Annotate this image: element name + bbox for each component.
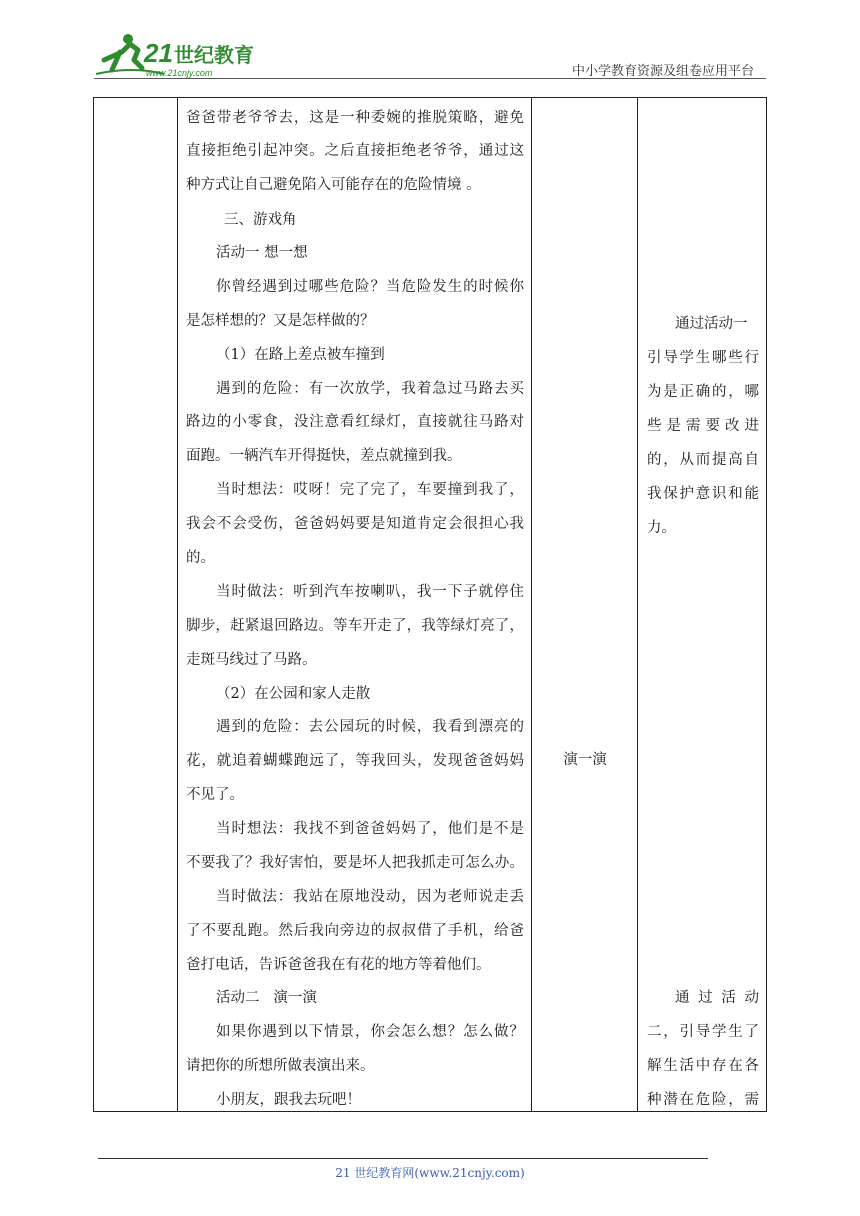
text-line: 当时做法：我站在原地没动，因为老师说走丢 — [216, 889, 524, 905]
text-line: 了不要乱跑。然后我向旁边的叔叔借了手机，给爸 — [186, 923, 524, 939]
column-divider — [531, 98, 532, 1111]
text-line: 如果你遇到以下情景，你会怎么想？怎么做？ — [216, 1024, 524, 1040]
logo-url: www.21cnjy.com — [146, 68, 213, 78]
text-line: 脚步，赶紧退回路边。等车开走了，我等绿灯亮了， — [186, 618, 524, 634]
text-line: 面跑。一辆汽车开得挺快，差点就撞到我。 — [186, 448, 462, 464]
note-line: 通过活动一 — [675, 316, 748, 332]
scenario-heading: （1）在路上差点被车撞到 — [216, 347, 385, 363]
text-line: 走斑马线过了马路。 — [186, 652, 317, 668]
activity-heading: 活动二 演一演 — [216, 990, 317, 1006]
text-line: 直接拒绝引起冲突。之后直接拒绝老爷爷，通过这 — [186, 143, 524, 159]
note-line: 引导学生哪些行 — [647, 350, 759, 366]
header-divider — [94, 78, 766, 79]
activity-heading: 活动一 想一想 — [216, 245, 308, 261]
text-line: 我会不会受伤，爸爸妈妈要是知道肯定会很担心我 — [186, 516, 524, 532]
text-line: 是怎样想的？又是怎样做的？ — [186, 313, 375, 329]
text-line: 不见了。 — [186, 787, 244, 803]
platform-title: 中小学教育资源及组卷应用平台 — [571, 64, 754, 79]
scenario-heading: （2）在公园和家人走散 — [216, 686, 371, 702]
note-line: 种潜在危险，需 — [647, 1092, 759, 1108]
note-line: 的，从而提高自 — [647, 452, 759, 468]
note-line: 通过活动 — [675, 990, 759, 1006]
logo-text: 世纪教育 — [174, 43, 254, 67]
text-line: 花，就追着蝴蝶跑远了，等我回头，发现爸爸妈妈 — [186, 753, 524, 769]
footer-divider — [98, 1158, 708, 1159]
text-line: 当时做法：听到汽车按喇叭，我一下子就停住 — [216, 584, 524, 600]
column-divider — [637, 98, 638, 1111]
text-line: 当时想法：哎呀！完了完了，车要撞到我了， — [216, 482, 524, 498]
site-logo — [94, 30, 264, 80]
logo-number: 21 — [144, 38, 173, 68]
text-line: 爸爸带老爷爷去，这是一种委婉的推脱策略，避免 — [186, 110, 524, 126]
text-line: 遇到的危险：去公园玩的时候，我看到漂亮的 — [216, 719, 524, 735]
text-line: 不要我了？我好害怕，要是坏人把我抓走可怎么办。 — [186, 855, 524, 871]
text-line: 请把你的所想所做表演出来。 — [186, 1058, 375, 1074]
note-line: 些是需要改进 — [647, 418, 759, 434]
note-line: 我保护意识和能 — [647, 486, 759, 502]
text-line: 遇到的危险：有一次放学，我着急过马路去买 — [216, 381, 524, 397]
activity-method-label: 演一演 — [563, 752, 607, 768]
note-line: 为是正确的，哪 — [647, 384, 759, 400]
text-line: 你曾经遇到过哪些危险？当危险发生的时候你 — [216, 279, 524, 295]
footer-link[interactable]: 21 世纪教育网(www.21cnjy.com) — [335, 1166, 525, 1180]
text-line: 当时想法：我找不到爸爸妈妈了，他们是不是 — [216, 821, 524, 837]
text-line: 的。 — [186, 550, 215, 566]
runner-logo-icon — [94, 30, 264, 80]
section-heading: 三、游戏角 — [224, 212, 297, 228]
note-line: 二，引导学生了 — [647, 1024, 759, 1040]
note-line: 力。 — [647, 520, 676, 536]
text-line: 种方式让自己避免陷入可能存在的危险情境 。 — [186, 177, 481, 193]
text-line: 路边的小零食，没注意看红绿灯，直接就往马路对 — [186, 414, 524, 430]
text-line: 小朋友，跟我去玩吧！ — [216, 1092, 361, 1108]
text-line: 爸打电话，告诉爸爸我在有花的地方等着他们。 — [186, 957, 491, 973]
note-line: 解生活中存在各 — [647, 1058, 759, 1074]
column-divider — [177, 98, 178, 1111]
